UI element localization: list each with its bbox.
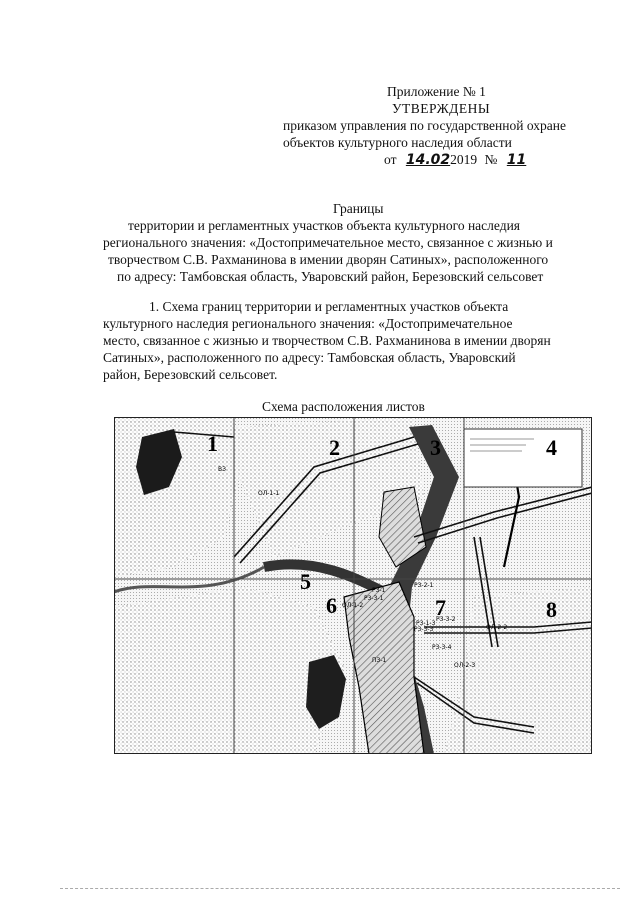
title-line-1: территории и регламентных участков объекта культурного наследия (128, 218, 521, 233)
zone-label: Р3-3-1 (364, 595, 384, 602)
zone-label: ОЛ-2-3 (454, 662, 476, 669)
number-sign: № (484, 152, 498, 167)
section1-line-3: место, связанное с жизнью и творчеством С.В. Рахманинова в имении дворян (103, 333, 551, 348)
sheet-number-7: 7 (435, 595, 446, 620)
zone-label: ОЛ-1-2 (342, 602, 364, 609)
appendix-label: Приложение № 1 (387, 84, 486, 99)
title-line-4: по адресу: Тамбовская область, Уваровский район, Березовский сельсовет (117, 269, 544, 284)
zone-label: Р3-3-2 (436, 616, 456, 623)
approved-label: УТВЕРЖДЕНЫ (392, 101, 491, 116)
section1-line-4: Сатиных», расположенного по адресу: Тамбовская область, Уваровский (103, 350, 516, 365)
order-date-line (384, 152, 526, 168)
order-year: 2019 (450, 152, 478, 167)
title-line-2: регионального значения: «Достопримечательное место, связанное с жизнью и (103, 235, 553, 250)
sheet-layout-map (114, 417, 592, 754)
map-title: Схема расположения листов (262, 399, 425, 414)
order-line-1: приказом управления по государственной охране (283, 118, 566, 133)
zone-label: ОЛ-1-1 (258, 490, 280, 497)
zone-label: ВЗ (218, 466, 226, 473)
zone-label: Р3-1-3 (416, 620, 436, 627)
order-line-2: объектов культурного наследия области (283, 135, 512, 150)
zone-label: Р3-3-4 (432, 644, 452, 651)
bottom-scan-edge (60, 888, 620, 889)
title-line-3: творчеством С.В. Рахманинова в имении дворян Сатиных», расположенного (108, 252, 549, 267)
zone-label: ОЛ-2-2 (486, 624, 508, 631)
sheet-number-1: 1 (207, 431, 218, 456)
sheet-4-inset (464, 429, 582, 487)
handwritten-number: 11 (506, 152, 527, 168)
section1-line-2: культурного наследия регионального значения: «Достопримечательное (103, 316, 513, 331)
zone-label: Р3-1 (372, 587, 386, 594)
zone-label: ПЗ-1 (372, 657, 387, 664)
section1-line-1: 1. Схема границ территории и регламентных участков объекта (149, 299, 509, 314)
sheet-number-6: 6 (326, 593, 337, 618)
title-heading: Границы (333, 201, 384, 216)
zone-label: Р3-2-1 (414, 582, 434, 589)
section1-line-5: район, Березовский сельсовет. (103, 367, 278, 382)
sheet-number-2: 2 (329, 435, 340, 460)
handwritten-date: 14.02 (405, 152, 451, 168)
zone-label: Р3-3-3 (414, 626, 434, 633)
sheet-number-4: 4 (546, 435, 557, 460)
sheet-number-3: 3 (430, 435, 441, 460)
date-prefix: от (384, 152, 397, 167)
sheet-number-8: 8 (546, 597, 557, 622)
sheet-number-5: 5 (300, 569, 311, 594)
